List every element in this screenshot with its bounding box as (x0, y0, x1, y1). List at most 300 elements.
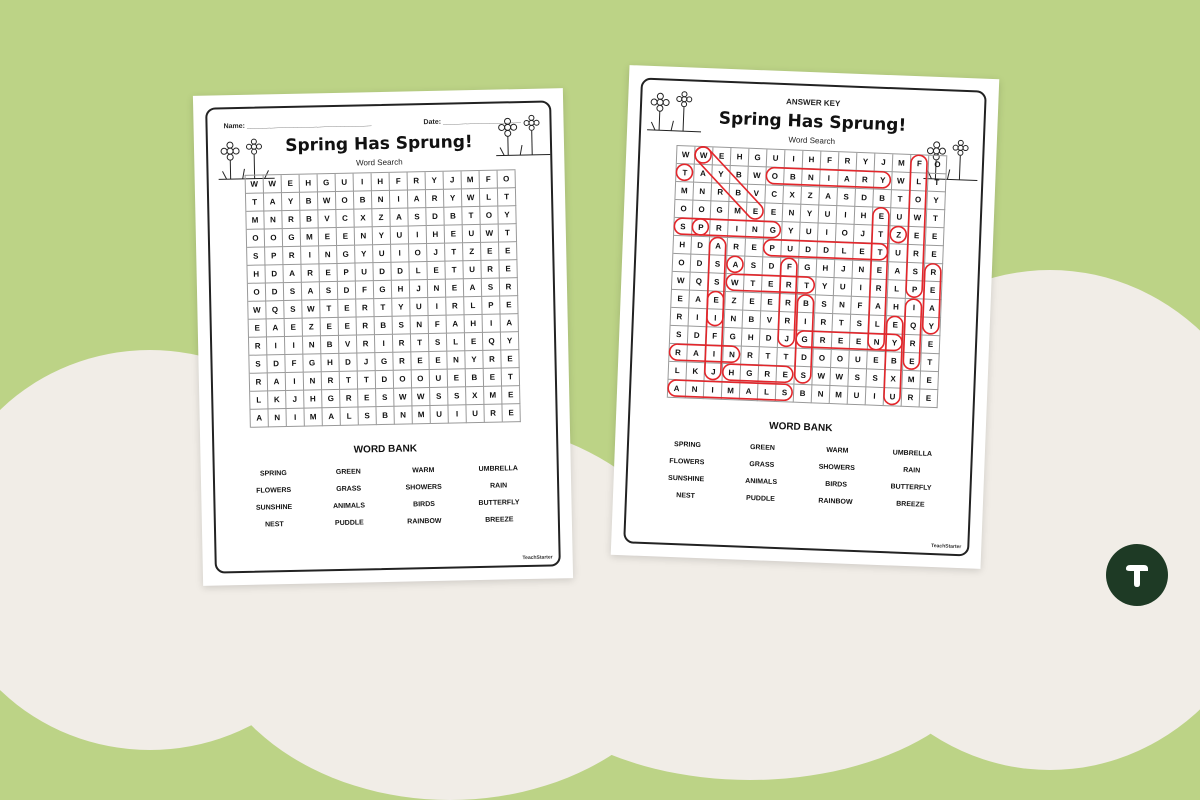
grid-cell: W (677, 146, 696, 165)
grid-cell: G (724, 328, 743, 347)
grid-cell: P (692, 219, 711, 238)
word-bank-item: WARM (826, 446, 849, 455)
word-bank-item: SHOWERS (405, 483, 442, 492)
grid-cell: T (445, 261, 463, 279)
grid-cell: O (480, 207, 498, 225)
grid-cell: M (462, 171, 480, 189)
grid-cell: E (776, 366, 795, 385)
grid-cell: H (742, 329, 761, 348)
grid-cell: J (704, 363, 723, 382)
grid-cell: N (394, 406, 412, 424)
grid-cell: R (481, 261, 499, 279)
grid-cell: S (708, 273, 727, 292)
grid-cell: I (301, 246, 319, 264)
grid-cell: N (303, 336, 321, 354)
grid-cell: R (484, 405, 502, 423)
grid-cell: A (464, 279, 482, 297)
grid-cell: W (394, 388, 412, 406)
grid-cell: E (282, 175, 300, 193)
grid-cell: D (855, 189, 874, 208)
grid-cell: E (429, 352, 447, 370)
grid-cell: S (249, 355, 267, 373)
grid-cell: I (390, 190, 408, 208)
grid-cell: Y (922, 318, 941, 337)
worksheet-student (193, 88, 573, 586)
grid-cell: J (854, 225, 873, 244)
grid-cell: G (322, 390, 340, 408)
brand-mark: TeachStarter (930, 543, 962, 551)
grid-cell: I (796, 313, 815, 332)
grid-cell: E (337, 228, 355, 246)
grid-cell: T (928, 174, 947, 193)
grid-cell: W (462, 189, 480, 207)
grid-cell: I (707, 309, 726, 328)
grid-cell: S (393, 316, 411, 334)
grid-cell: T (921, 354, 940, 373)
grid-cell: D (426, 208, 444, 226)
grid-cell: H (392, 280, 410, 298)
grid-cell: Y (712, 165, 731, 184)
grid-cell: T (832, 314, 851, 333)
grid-cell: W (246, 175, 264, 193)
grid-cell: H (465, 315, 483, 333)
grid-cell: C (765, 185, 784, 204)
grid-cell: E (707, 291, 726, 310)
grid-cell: M (902, 371, 921, 390)
grid-cell: B (730, 166, 749, 185)
grid-cell: L (340, 408, 358, 426)
answer-highlight (723, 364, 794, 383)
grid-cell: B (797, 295, 816, 314)
grid-cell: U (889, 244, 908, 263)
grid-cell: M (729, 202, 748, 221)
t-glyph-icon (1122, 560, 1152, 590)
grid-cell: R (727, 238, 746, 257)
answer-highlight (674, 218, 781, 238)
grid-cell: J (835, 260, 854, 279)
grid-cell: S (358, 407, 376, 425)
grid-cell: N (853, 261, 872, 280)
answer-highlight (676, 164, 693, 181)
grid-cell: U (336, 174, 354, 192)
grid-cell: S (674, 218, 693, 237)
grid-cell: S (866, 369, 885, 388)
grid-cell: F (429, 316, 447, 334)
grid-cell: P (265, 247, 283, 265)
grid-cell: V (339, 336, 357, 354)
grid-cell: S (429, 334, 447, 352)
grid-cell: N (372, 191, 390, 209)
grid-cell: T (872, 226, 891, 245)
grid-cell: W (748, 167, 767, 186)
grid-cell: I (705, 345, 724, 364)
grid-cell: D (691, 255, 710, 274)
grid-cell: I (391, 244, 409, 262)
grid-cell: F (821, 152, 840, 171)
grid-cell: E (920, 371, 939, 390)
grid-cell: E (762, 275, 781, 294)
grid-cell: D (763, 257, 782, 276)
grid-cell: Y (801, 205, 820, 224)
grid-cell: N (304, 372, 322, 390)
date-field: Date: ____________________ (423, 117, 521, 127)
grid-cell: G (374, 281, 392, 299)
grid-cell: S (376, 389, 394, 407)
grid-cell: N (411, 316, 429, 334)
grid-cell: J (778, 330, 797, 349)
grid-cell: Z (372, 209, 390, 227)
grid-cell: A (838, 170, 857, 189)
grid-cell: R (426, 190, 444, 208)
grid-cell: T (871, 244, 890, 263)
answer-highlight (692, 219, 709, 236)
grid-cell: M (301, 228, 319, 246)
grid-cell: I (820, 169, 839, 188)
grid-cell: E (765, 203, 784, 222)
grid-cell: E (448, 369, 466, 387)
grid-cell: M (484, 387, 502, 405)
grid-cell: U (819, 205, 838, 224)
grid-cell: A (267, 319, 285, 337)
grid-cell: R (322, 372, 340, 390)
grid-cell: I (689, 309, 708, 328)
grid-cell: R (814, 313, 833, 332)
grid-cell: H (887, 298, 906, 317)
answer-highlight (794, 295, 813, 384)
grid-cell: M (675, 182, 694, 201)
grid-cell: R (671, 308, 690, 327)
grid-cell: A (668, 380, 687, 399)
grid-cell: R (778, 312, 797, 331)
grid-cell: R (856, 171, 875, 190)
grid-cell: J (410, 280, 428, 298)
grid-cell: W (248, 301, 266, 319)
grid-cell: B (885, 352, 904, 371)
grid-cell: G (303, 354, 321, 372)
grid-cell: N (868, 333, 887, 352)
grid-cell: U (834, 278, 853, 297)
grid-cell: T (798, 277, 817, 296)
grid-cell: E (499, 260, 517, 278)
word-bank-item: BUTTERFLY (890, 483, 932, 492)
grid-cell: E (924, 282, 943, 301)
grid-cell: E (319, 264, 337, 282)
grid-cell: E (321, 318, 339, 336)
word-bank-item: SPRING (259, 470, 287, 478)
grid-cell: O (412, 370, 430, 388)
grid-cell: E (920, 389, 939, 408)
grid-cell: W (672, 272, 691, 291)
grid-cell: U (355, 263, 373, 281)
grid-cell: R (250, 373, 268, 391)
grid-cell: T (676, 164, 695, 183)
word-bank-item: SUNSHINE (667, 474, 705, 484)
grid-cell: R (283, 247, 301, 265)
grid-cell: O (409, 244, 427, 262)
answer-highlight (692, 144, 766, 223)
grid-cell: T (462, 207, 480, 225)
grid-cell: U (466, 405, 484, 423)
grid-cell: E (922, 336, 941, 355)
grid-cell: Y (857, 153, 876, 172)
grid-cell: E (886, 316, 905, 335)
grid-cell: E (465, 333, 483, 351)
grid-cell: E (713, 147, 732, 166)
grid-cell: D (691, 237, 710, 256)
grid-cell: S (247, 247, 265, 265)
grid-cell: E (745, 239, 764, 258)
grid-cell: R (839, 152, 858, 171)
grid-cell: A (250, 409, 268, 427)
grid-cell: E (501, 350, 519, 368)
grid-cell: Z (303, 318, 321, 336)
grid-cell: H (304, 390, 322, 408)
grid-cell: B (321, 336, 339, 354)
grid-cell: B (300, 192, 318, 210)
grid-cell: P (482, 297, 500, 315)
answer-highlight (726, 274, 815, 293)
grid-cell: S (408, 208, 426, 226)
grid-cell: T (246, 193, 264, 211)
grid-cell: L (409, 262, 427, 280)
grid-cell: I (483, 315, 501, 333)
grid-cell: N (802, 169, 821, 188)
grid-cell: T (891, 190, 910, 209)
grid-cell: O (673, 254, 692, 273)
grid-cell: D (376, 371, 394, 389)
grid-cell: R (758, 365, 777, 384)
grid-cell: N (833, 296, 852, 315)
grid-cell: S (850, 315, 869, 334)
grid-cell: I (267, 337, 285, 355)
grid-cell: E (411, 352, 429, 370)
grid-cell: E (445, 225, 463, 243)
grid-cell: Y (355, 245, 373, 263)
grid-cell: N (264, 211, 282, 229)
grid-cell: R (711, 183, 730, 202)
grid-cell: W (302, 300, 320, 318)
grid-cell: Y (782, 222, 801, 241)
word-bank-item: PUDDLE (334, 519, 364, 528)
grid-cell: H (300, 174, 318, 192)
grid-cell: Z (801, 187, 820, 206)
grid-cell: S (670, 326, 689, 345)
grid-cell: U (891, 208, 910, 227)
grid-cell: E (908, 227, 927, 246)
grid-cell: Q (483, 333, 501, 351)
grid-cell: I (285, 337, 303, 355)
answer-highlight (903, 299, 922, 370)
grid-cell: H (321, 354, 339, 372)
grid-cell: U (884, 388, 903, 407)
grid-cell: R (814, 331, 833, 350)
answer-highlight (705, 291, 724, 380)
grid-cell: E (319, 228, 337, 246)
grid-cell: H (803, 151, 822, 170)
grid-cell: N (693, 183, 712, 202)
grid-cell: U (391, 226, 409, 244)
grid-cell: T (744, 275, 763, 294)
grid-cell: U (410, 298, 428, 316)
grid-cell: U (430, 406, 448, 424)
grid-cell: R (393, 334, 411, 352)
grid-cell: A (268, 373, 286, 391)
grid-cell: T (499, 224, 517, 242)
grid-cell: Z (890, 226, 909, 245)
grid-cell: P (337, 264, 355, 282)
grid-cell: N (746, 221, 765, 240)
grid-cell: P (763, 239, 782, 258)
grid-cell: R (446, 297, 464, 315)
grid-cell: B (300, 210, 318, 228)
grid-cell: E (499, 242, 517, 260)
grid-cell: V (318, 210, 336, 228)
word-bank-item: NEST (676, 492, 695, 500)
grid-cell: B (743, 311, 762, 330)
grid-cell: R (393, 352, 411, 370)
grid-cell: R (710, 219, 729, 238)
grid-cell: T (320, 300, 338, 318)
grid-cell: D (391, 262, 409, 280)
grid-cell: W (695, 147, 714, 166)
grid-cell: A (283, 265, 301, 283)
grid-cell: X (354, 209, 372, 227)
grid-cell: E (484, 369, 502, 387)
grid-cell: E (747, 203, 766, 222)
grid-cell: A (302, 282, 320, 300)
grid-cell: O (336, 192, 354, 210)
grid-cell: B (376, 407, 394, 425)
grid-cell: J (444, 171, 462, 189)
grid-cell: L (910, 173, 929, 192)
grid-cell: Y (498, 206, 516, 224)
grid-cell: M (893, 154, 912, 173)
grid-cell: T (374, 299, 392, 317)
grid-cell: B (466, 369, 484, 387)
word-bank-item: PUDDLE (745, 494, 775, 503)
answer-highlight (884, 316, 903, 405)
grid-cell: F (356, 281, 374, 299)
answer-key-title: Spring Has Sprung! (718, 108, 907, 136)
grid-cell: Y (426, 172, 444, 190)
grid-cell: F (706, 327, 725, 346)
grid-cell: U (463, 261, 481, 279)
word-bank-item: SUNSHINE (255, 503, 293, 512)
grid-cell: T (445, 243, 463, 261)
grid-cell: B (794, 385, 813, 404)
grid-cell: E (926, 228, 945, 247)
grid-cell: B (354, 191, 372, 209)
word-bank-item: ANIMALS (745, 477, 778, 487)
answer-highlight (922, 264, 941, 335)
grid-cell: E (903, 353, 922, 372)
grid-cell: R (904, 335, 923, 354)
grid-cell: Q (690, 273, 709, 292)
grid-cell: Y (392, 298, 410, 316)
grid-cell: G (337, 246, 355, 264)
grid-cell: L (888, 280, 907, 299)
grid-cell: U (781, 240, 800, 259)
grid-cell: L (447, 333, 465, 351)
grid-cell: S (430, 388, 448, 406)
grid-cell: F (480, 171, 498, 189)
grid-cell: J (875, 154, 894, 173)
grid-cell: G (711, 201, 730, 220)
grid-cell: B (784, 168, 803, 187)
grid-cell: D (338, 282, 356, 300)
grid-cell: A (888, 262, 907, 281)
grid-cell: A (709, 237, 728, 256)
grid-cell: S (448, 387, 466, 405)
grid-cell: G (740, 365, 759, 384)
grid-cell: M (246, 211, 264, 229)
grid-cell: B (375, 317, 393, 335)
grid-cell: S (815, 295, 834, 314)
grid-cell: A (689, 291, 708, 310)
grid-cell: O (675, 200, 694, 219)
grid-cell: U (463, 225, 481, 243)
grid-cell: E (338, 300, 356, 318)
grid-cell: Y (501, 332, 519, 350)
grid-cell: I (409, 226, 427, 244)
word-bank-item: BREEZE (485, 516, 514, 524)
grid-cell: R (669, 344, 688, 363)
grid-cell: I (286, 373, 304, 391)
grid-cell: G (375, 353, 393, 371)
grid-cell: M (304, 408, 322, 426)
grid-cell: U (373, 245, 391, 263)
grid-cell: A (694, 165, 713, 184)
grid-cell: Q (904, 317, 923, 336)
grid-cell: G (764, 221, 783, 240)
grid-cell: N (319, 246, 337, 264)
letter-grid (245, 169, 521, 428)
grid-cell: R (301, 264, 319, 282)
grid-cell: N (447, 351, 465, 369)
grid-cell: T (498, 188, 516, 206)
grid-cell: Z (725, 292, 744, 311)
grid-cell: Y (465, 351, 483, 369)
grid-cell: R (282, 211, 300, 229)
grid-cell: K (268, 391, 286, 409)
grid-cell: F (911, 155, 930, 174)
grid-cell: E (832, 332, 851, 351)
grid-cell: U (800, 223, 819, 242)
grid-cell: S (906, 263, 925, 282)
grid-cell: Y (874, 172, 893, 191)
grid-cell: E (671, 290, 690, 309)
grid-cell: G (799, 259, 818, 278)
grid-cell: I (375, 335, 393, 353)
grid-cell: T (502, 368, 520, 386)
word-bank-item: GRASS (749, 460, 775, 469)
grid-cell: E (761, 293, 780, 312)
grid-cell: F (781, 258, 800, 277)
grid-cell: O (265, 229, 283, 247)
grid-cell: R (357, 335, 375, 353)
grid-cell: A (390, 208, 408, 226)
grid-cell: X (466, 387, 484, 405)
grid-cell: R (249, 337, 267, 355)
grid-cell: W (909, 209, 928, 228)
grid-cell: W (812, 367, 831, 386)
grid-cell: A (740, 383, 759, 402)
grid-cell: H (372, 173, 390, 191)
grid-cell: D (817, 241, 836, 260)
grid-cell: W (830, 368, 849, 387)
word-bank-item: SPRING (673, 441, 702, 450)
grid-cell: F (851, 297, 870, 316)
